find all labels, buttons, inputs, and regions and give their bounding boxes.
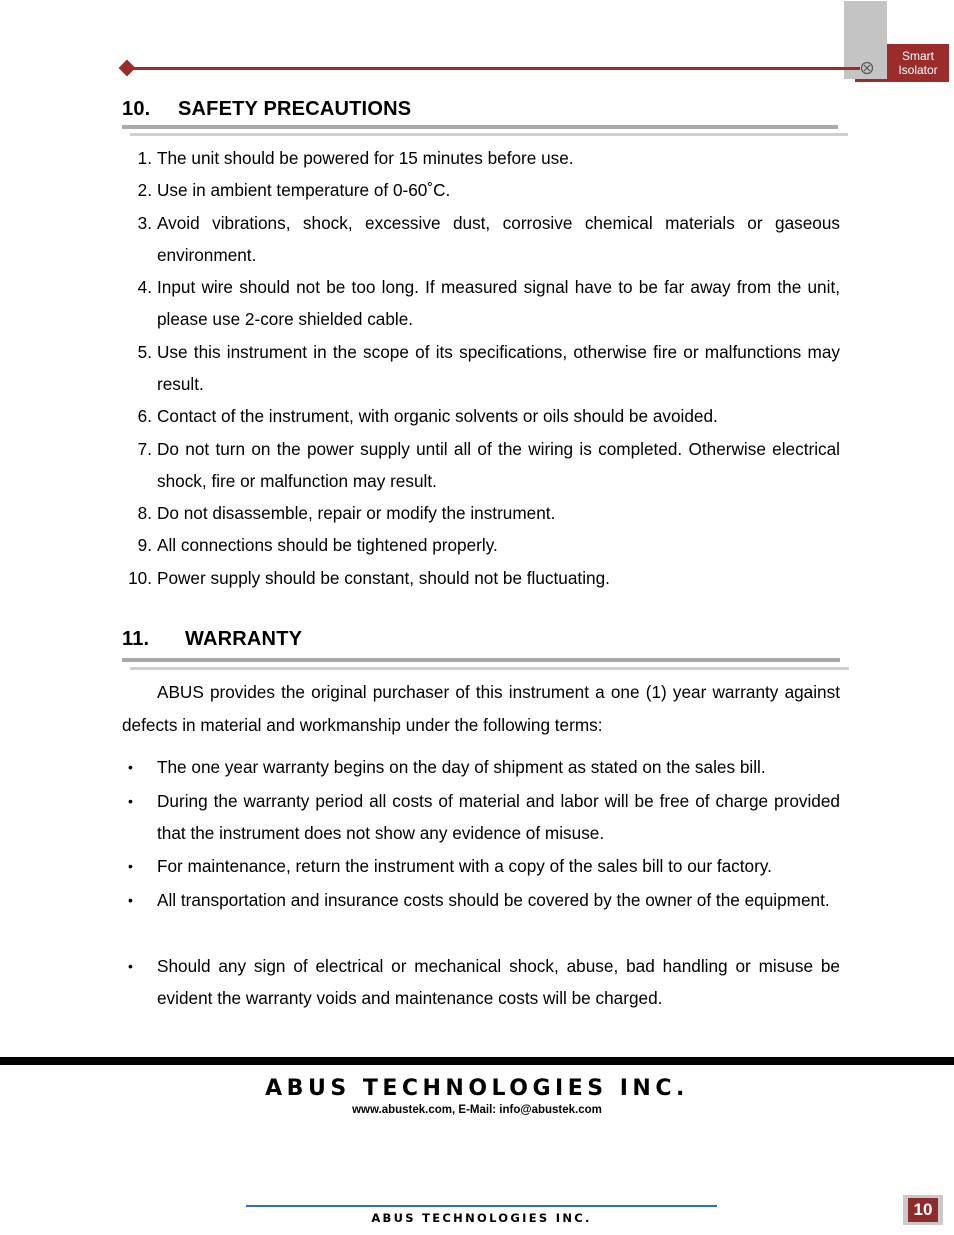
header-diamond bbox=[119, 60, 136, 77]
header-tag-underbar bbox=[855, 79, 949, 82]
list-item: 3. Avoid vibrations, shock, excessive dust, corrosive chemical materials or gaseous environment. bbox=[137, 213, 840, 266]
section-rule-shadow bbox=[130, 133, 848, 136]
section-rule bbox=[122, 125, 838, 129]
header-product-tag bbox=[887, 44, 949, 81]
list-item: • During the warranty period all costs of material and labor will be free of charge provided that the instrument does not show any evidence of misuse. bbox=[128, 791, 840, 844]
footer-company-small: ABUS TECHNOLOGIES INC. bbox=[371, 1211, 592, 1225]
circle-x-icon bbox=[860, 61, 874, 75]
footer-company-logo: ABUS TECHNOLOGIES INC. bbox=[265, 1076, 689, 1101]
section-number: 10. bbox=[122, 98, 151, 120]
page-number: 10 bbox=[908, 1198, 938, 1222]
footer-contact: www.abustek.com, E-Mail: info@abustek.com bbox=[352, 1104, 602, 1116]
list-item: 5. Use this instrument in the scope of its specifications, otherwise fire or malfunctions may result. bbox=[137, 342, 840, 395]
page-number-badge bbox=[903, 1195, 943, 1225]
list-item: • All transportation and insurance costs should be covered by the owner of the equipment. bbox=[128, 890, 830, 910]
list-item: 6. Contact of the instrument, with organic solvents or oils should be avoided. bbox=[137, 406, 718, 426]
list-item: • Should any sign of electrical or mechanical shock, abuse, bad handling or misuse be evident the warranty voids and maintenance costs will be charged. bbox=[128, 956, 840, 1009]
list-item: • The one year warranty begins on the day of shipment as stated on the sales bill. bbox=[128, 757, 766, 777]
list-item: 1. The unit should be powered for 15 minutes before use. bbox=[137, 148, 574, 168]
header-rule bbox=[125, 67, 860, 70]
footer-blue-rule bbox=[246, 1205, 717, 1207]
section-heading-warranty bbox=[122, 628, 302, 651]
header-tag-line2: Isolator bbox=[898, 63, 938, 77]
list-item: 9. All connections should be tightened properly. bbox=[137, 535, 498, 555]
list-item: • For maintenance, return the instrument with a copy of the sales bill to our factory. bbox=[128, 856, 772, 876]
list-item: 7. Do not turn on the power supply until all of the wiring is completed. Otherwise electrical shock, fire or malfunction may result. bbox=[137, 439, 840, 492]
section-title: SAFETY PRECAUTIONS bbox=[178, 98, 412, 120]
footer-bar bbox=[0, 1057, 954, 1065]
list-item: 4. Input wire should not be too long. If measured signal have to be far away from the unit, please use 2-core shielded cable. bbox=[137, 277, 840, 330]
section-rule-shadow bbox=[130, 667, 849, 670]
header-tag-line1: Smart bbox=[901, 49, 934, 63]
list-item: 10. Power supply should be constant, should not be fluctuating. bbox=[128, 568, 610, 588]
section-title: WARRANTY bbox=[185, 628, 303, 650]
section-number: 11. bbox=[122, 628, 150, 650]
warranty-intro: ABUS provides the original purchaser of this instrument a one (1) year warranty against defects in material and workmanship under the following terms: bbox=[122, 682, 840, 735]
section-rule bbox=[122, 658, 840, 662]
section-heading-safety bbox=[122, 98, 411, 121]
list-item: 2. Use in ambient temperature of 0-60˚C. bbox=[137, 180, 451, 200]
list-item: 8. Do not disassemble, repair or modify the instrument. bbox=[137, 503, 556, 523]
